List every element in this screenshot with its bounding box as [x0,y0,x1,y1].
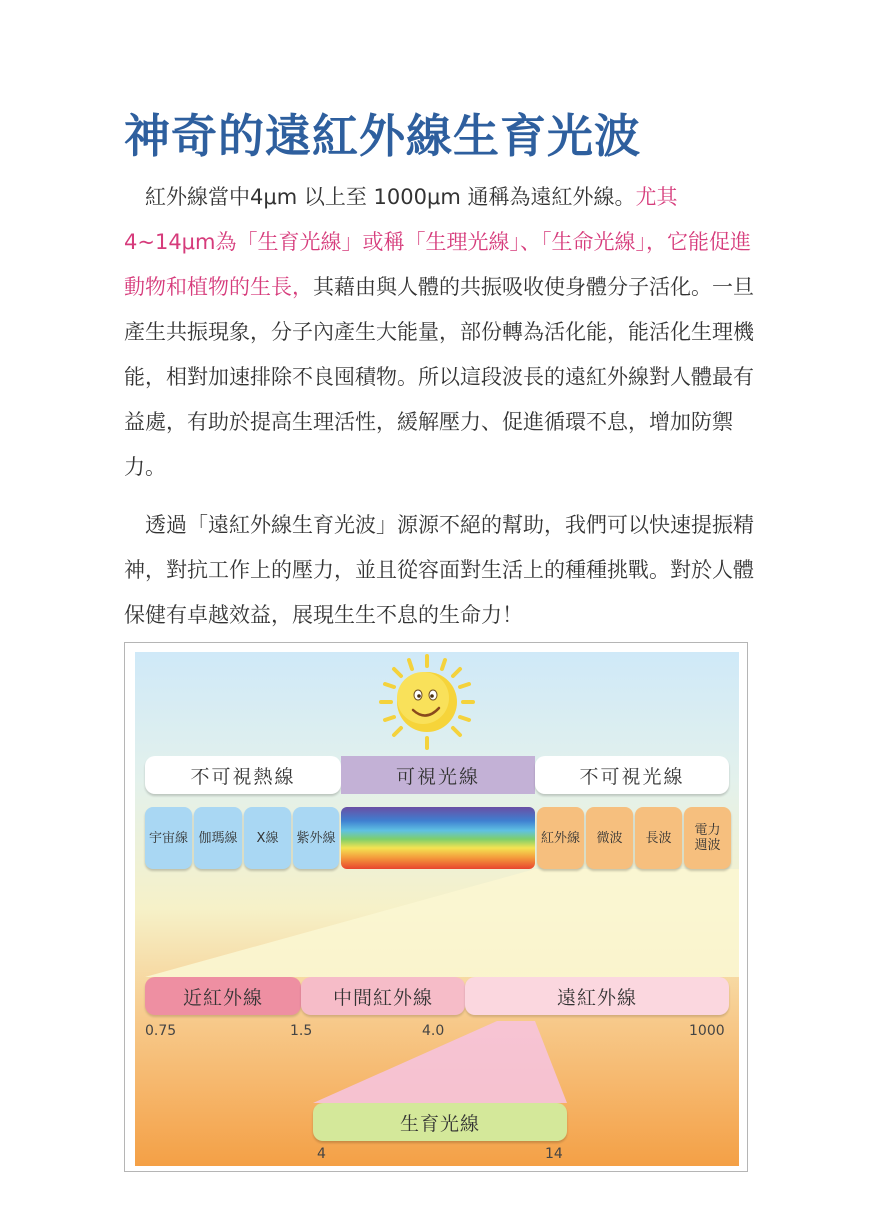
benefit-text: 透過「遠紅外線生育光波」源源不絕的幫助，我們可以快速提振精神，對抗工作上的壓力，並且從容面對生活上的種種挑戰。對於人體保健有卓越效益，展現生生不息的生命力！ [124,513,754,627]
smiling-sun-icon [377,652,477,752]
tick-1000: 1000 [689,1023,725,1039]
tick-1.5: 1.5 [290,1023,313,1039]
band-invisible-heat: 不可視熱線 [145,756,341,794]
band-near-infrared: 近紅外線 [145,977,301,1015]
visible-spectrum-bar [341,807,535,869]
tick-4.0: 4.0 [422,1023,445,1039]
spectrum-figure [124,642,748,1172]
intro-text-c: 其藉由與人體的共振吸收使身體分子活化。一旦產生共振現象，分子內產生大能量，部份轉為活化能，能活化生理機能，相對加速排除不良囤積物。所以這段波長的遠紅外線對人體最有益處，有助於提高生理活性，緩解壓力、促進循環不息，增加防禦力。 [124,275,754,479]
tile-x-ray: X線 [244,807,291,869]
tile-infrared: 紅外線 [537,807,584,869]
tick-0.75: 0.75 [145,1023,177,1039]
band-visible-light: 可視光線 [341,756,535,794]
tile-power-frequency: 電力 週波 [684,807,731,869]
tile-gamma-ray: 伽瑪線 [194,807,242,869]
intro-text-a: 紅外線當中4μm 以上至 1000μm 通稱為遠紅外線。 [145,185,636,209]
band-mid-infrared: 中間紅外線 [301,977,465,1015]
zoom-beam-ir [145,869,739,977]
tile-long-wave: 長波 [635,807,682,869]
band-far-infrared: 遠紅外線 [465,977,729,1015]
benefit-paragraph [124,503,764,638]
tile-ultraviolet: 紫外線 [293,807,339,869]
tick-14: 14 [545,1146,563,1162]
page-title: 神奇的遠紅外線生育光波 [124,109,641,163]
intro-highlight: 尤其 4~14μm為「生育光線」或稱「生理光線」、「生命光線」，它能促進動物和植物的生長， [124,185,751,299]
intro-paragraph [124,175,764,490]
tile-cosmic-ray: 宇宙線 [145,807,192,869]
band-growth-light: 生育光線 [313,1103,567,1141]
tick-4: 4 [317,1146,326,1162]
band-invisible-light: 不可視光線 [535,756,729,794]
spectrum-figure-canvas [135,652,739,1166]
tile-microwave: 微波 [586,807,633,869]
